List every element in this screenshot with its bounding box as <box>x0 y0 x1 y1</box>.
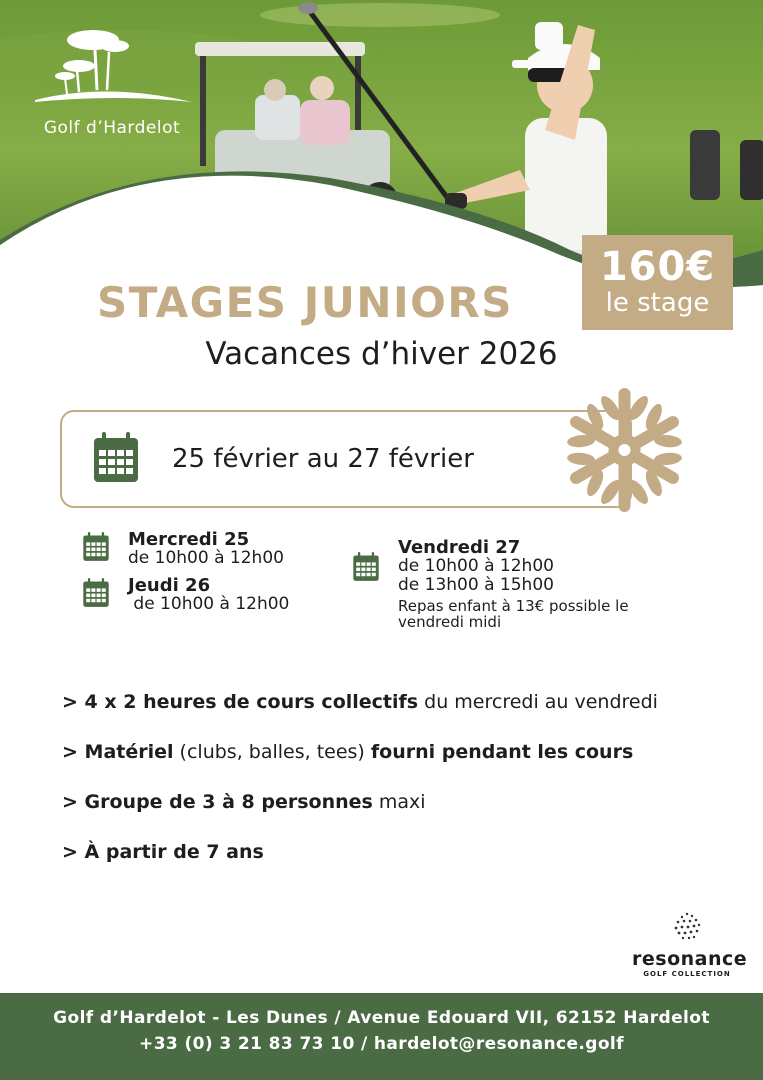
date-range: 25 février au 27 février <box>172 444 474 474</box>
lunch-note-line: Repas enfant à 13€ possible le <box>398 597 629 615</box>
features-list <box>62 690 658 890</box>
price-amount: 160€ <box>599 244 716 290</box>
calendar-icon <box>82 532 110 562</box>
feature-item <box>62 790 658 840</box>
feature-bold: > À partir de 7 ans <box>62 841 264 863</box>
brand-name: resonance <box>632 948 748 970</box>
calendar-icon <box>352 552 380 582</box>
day-name: Vendredi 27 <box>398 537 521 558</box>
day-name: Jeudi 26 <box>128 575 211 596</box>
footer-address: Golf d’Hardelot - Les Dunes / Avenue Edouard VII, 62152 Hardelot <box>53 1008 710 1028</box>
feature-text: du mercredi au vendredi <box>418 691 658 713</box>
feature-item <box>62 840 658 890</box>
schedule-day-wednesday <box>128 530 284 568</box>
brand-sub: GOLF COLLECTION <box>643 970 731 978</box>
day-hours: de 13h00 à 15h00 <box>398 575 554 595</box>
page-title: STAGES JUNIORS <box>97 278 513 327</box>
feature-bold: > 4 x 2 heures de cours collectifs <box>62 691 419 713</box>
day-hours: de 10h00 à 12h00 <box>128 548 284 568</box>
golf-hardelot-logo <box>22 22 202 138</box>
footer-contact: +33 (0) 3 21 83 73 10 / hardelot@resonance.golf <box>139 1034 624 1054</box>
feature-bold: fourni pendant les cours <box>370 741 634 763</box>
feature-item <box>62 740 658 790</box>
dots-swirl-icon <box>667 910 707 944</box>
day-hours: de 10h00 à 12h00 <box>128 594 290 614</box>
feature-bold: > Matériel <box>62 741 174 763</box>
feature-item <box>62 690 658 740</box>
logo-name: Golf d’Hardelot <box>43 118 181 138</box>
golf-bag <box>690 130 720 200</box>
pine-trees-icon <box>27 22 197 112</box>
lunch-note <box>398 598 629 630</box>
schedule-day-friday <box>398 538 629 630</box>
price-unit: le stage <box>605 288 710 318</box>
lunch-note-line: vendredi midi <box>398 613 502 631</box>
calendar-icon <box>92 432 140 484</box>
snowflake-icon <box>552 380 697 520</box>
page-subtitle: Vacances d’hiver 2026 <box>205 336 558 372</box>
footer <box>0 993 763 1080</box>
resonance-logo <box>632 910 748 978</box>
calendar-icon <box>82 578 110 608</box>
feature-text: maxi <box>372 791 426 813</box>
schedule-day-thursday <box>128 576 289 614</box>
day-hours: de 10h00 à 12h00 <box>398 556 554 576</box>
feature-text: (clubs, balles, tees) <box>173 741 371 763</box>
feature-bold: > Groupe de 3 à 8 personnes <box>62 791 373 813</box>
day-name: Mercredi 25 <box>128 529 250 550</box>
dates-box <box>60 410 632 508</box>
